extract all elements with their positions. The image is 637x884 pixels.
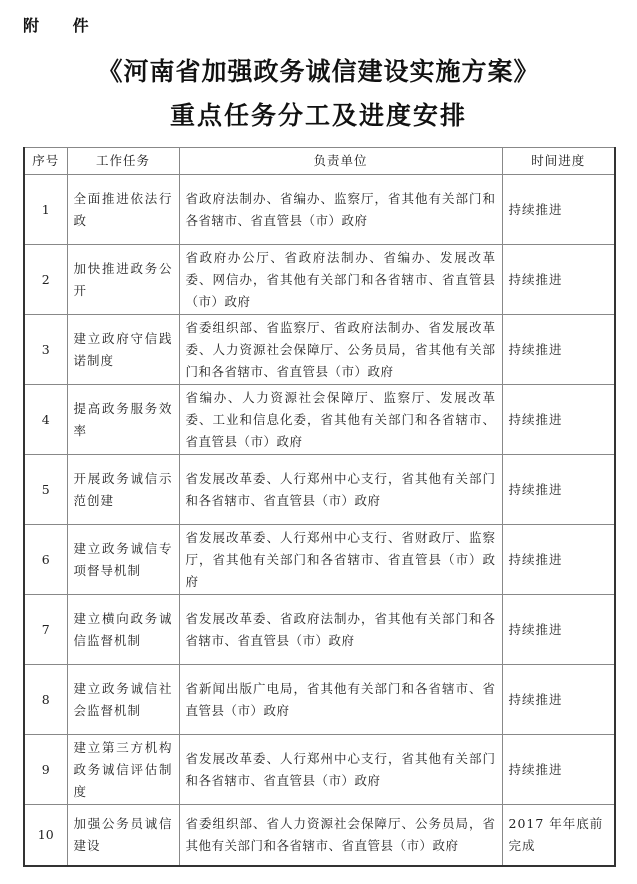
- cell-units: 省发展改革委、人行郑州中心支行、省财政厅、监察厅，省其他有关部门和各省辖市、省直管县（市）政府: [179, 525, 502, 595]
- table-row: [24, 385, 615, 455]
- cell-units: 省政府办公厅、省政府法制办、省编办、发展改革委、网信办，省其他有关部门和各省辖市、省直管县（市）政府: [179, 245, 502, 315]
- cell-no: 8: [24, 665, 67, 735]
- cell-no: 9: [24, 735, 67, 805]
- table-row: [24, 735, 615, 805]
- header-time: 时间进度: [502, 148, 615, 175]
- cell-task: 开展政务诚信示范创建: [67, 455, 179, 525]
- table-row: [24, 595, 615, 665]
- cell-no: 3: [24, 315, 67, 385]
- cell-no: 6: [24, 525, 67, 595]
- table-row: [24, 245, 615, 315]
- table-row: [24, 525, 615, 595]
- cell-time: 持续推进: [502, 245, 615, 315]
- cell-units: 省编办、人力资源社会保障厅、监察厅、发展改革委、工业和信息化委，省其他有关部门和各省辖市、省直管县（市）政府: [179, 385, 502, 455]
- cell-task: 提高政务服务效率: [67, 385, 179, 455]
- cell-units: 省发展改革委、省政府法制办，省其他有关部门和各省辖市、省直管县（市）政府: [179, 595, 502, 665]
- table-row: [24, 665, 615, 735]
- cell-task: 建立横向政务诚信监督机制: [67, 595, 179, 665]
- cell-task: 加强公务员诚信建设: [67, 805, 179, 866]
- cell-units: 省委组织部、省监察厅、省政府法制办、省发展改革委、人力资源社会保障厅、公务员局，省其他有关部门和各省辖市、省直管县（市）政府: [179, 315, 502, 385]
- cell-time: 持续推进: [502, 455, 615, 525]
- cell-time: 2017 年年底前完成: [502, 805, 615, 866]
- cell-units: 省委组织部、省人力资源社会保障厅、公务员局，省其他有关部门和各省辖市、省直管县（市）政府: [179, 805, 502, 866]
- cell-no: 7: [24, 595, 67, 665]
- cell-units: 省新闻出版广电局，省其他有关部门和各省辖市、省直管县（市）政府: [179, 665, 502, 735]
- document-title: 《河南省加强政务诚信建设实施方案》: [97, 57, 540, 86]
- cell-no: 4: [24, 385, 67, 455]
- cell-task: 加快推进政务公开: [67, 245, 179, 315]
- cell-time: 持续推进: [502, 385, 615, 455]
- cell-time: 持续推进: [502, 175, 615, 245]
- table-row: [24, 315, 615, 385]
- header-units: 负责单位: [179, 148, 502, 175]
- cell-no: 1: [24, 175, 67, 245]
- cell-task: 全面推进依法行政: [67, 175, 179, 245]
- table-row: [24, 805, 615, 866]
- cell-units: 省政府法制办、省编办、监察厅，省其他有关部门和各省辖市、省直管县（市）政府: [179, 175, 502, 245]
- cell-time: 持续推进: [502, 525, 615, 595]
- cell-time: 持续推进: [502, 595, 615, 665]
- attachment-label: 附 件: [23, 16, 103, 35]
- cell-task: 建立第三方机构政务诚信评估制度: [67, 735, 179, 805]
- task-table: [23, 147, 616, 867]
- cell-time: 持续推进: [502, 735, 615, 805]
- cell-time: 持续推进: [502, 315, 615, 385]
- cell-task: 建立政务诚信专项督导机制: [67, 525, 179, 595]
- header-task: 工作任务: [67, 148, 179, 175]
- cell-no: 10: [24, 805, 67, 866]
- table-row: [24, 175, 615, 245]
- cell-time: 持续推进: [502, 665, 615, 735]
- table-row: [24, 455, 615, 525]
- cell-task: 建立政府守信践诺制度: [67, 315, 179, 385]
- header-no: 序号: [24, 148, 67, 175]
- document-subtitle: 重点任务分工及进度安排: [169, 101, 467, 130]
- table-header-row: [24, 148, 615, 175]
- cell-units: 省发展改革委、人行郑州中心支行，省其他有关部门和各省辖市、省直管县（市）政府: [179, 735, 502, 805]
- cell-units: 省发展改革委、人行郑州中心支行，省其他有关部门和各省辖市、省直管县（市）政府: [179, 455, 502, 525]
- cell-no: 2: [24, 245, 67, 315]
- cell-task: 建立政务诚信社会监督机制: [67, 665, 179, 735]
- cell-no: 5: [24, 455, 67, 525]
